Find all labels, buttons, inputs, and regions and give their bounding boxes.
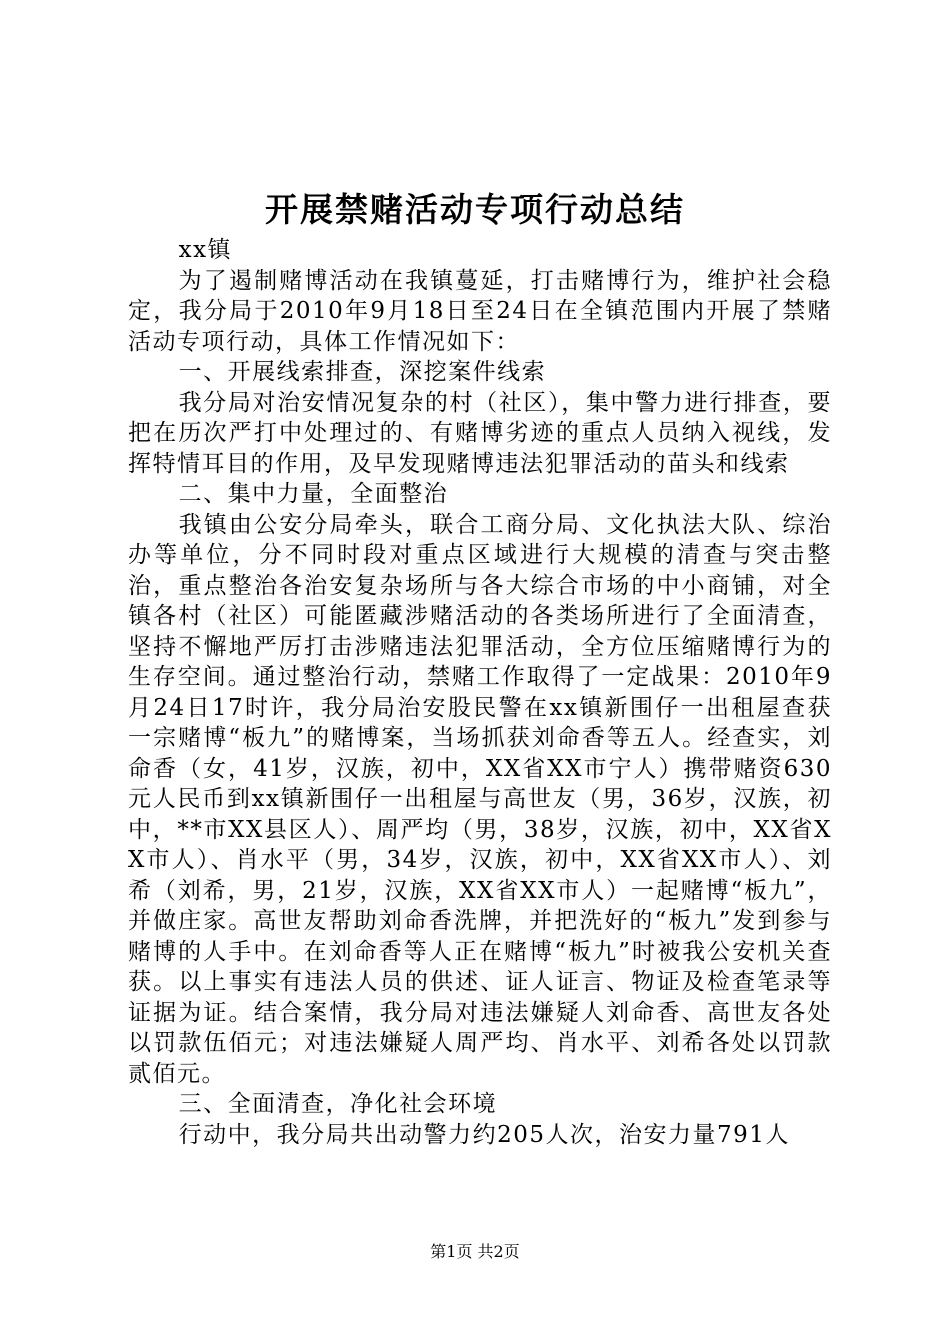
section-3-paragraph: 行动中，我分局共出动警力约205人次，治安力量791人 bbox=[178, 1121, 790, 1148]
intro-paragraph: 为了遏制赌博活动在我镇蔓延，打击赌博行为，维护社会稳定，我分局于2010年9月18日至24日在全镇范围内开展了禁赌活动专项行动，具体工作情况如下： bbox=[128, 267, 832, 355]
section-heading-2: 二、集中力量，全面整治 bbox=[178, 481, 449, 507]
recipient-line: xx镇 bbox=[178, 237, 233, 263]
document-body bbox=[128, 235, 832, 1150]
section-1-paragraph: 我分局对治安情况复杂的村（社区），集中警力进行排查，要把在历次严打中处理过的、有赌博劣迹的重点人员纳入视线，发挥特情耳目的作用，及早发现赌博违法犯罪活动的苗头和线索 bbox=[128, 389, 832, 477]
document-title: 开展禁赌活动专项行动总结 bbox=[265, 190, 685, 229]
page-footer: 第1页 共2页 bbox=[430, 1242, 520, 1261]
section-heading-1: 一、开展线索排查，深挖案件线索 bbox=[178, 359, 547, 385]
section-2-paragraph: 我镇由公安分局牵头，联合工商分局、文化执法大队、综治办等单位，分不同时段对重点区域进行大规模的清查与突击整治，重点整治各治安复杂场所与各大综合市场的中小商铺，对全镇各村（社区）可能匿藏涉赌活动的各类场所进行了全面清查，坚持不懈地严厉打击涉赌违法犯罪活动，全方位压缩赌博行为的生存空间。通过整治行动，禁赌工作取得了一定战果：2010年9月24日17时许，我分局治安股民警在xx镇新围仔一出租屋查获一宗赌博“板九”的赌博案，当场抓获刘命香等五人。经查实，刘命香（女，41岁，汉族，初中，XX省XX市宁人）携带赌资630元人民币到xx镇新围仔一出租屋与高世友（男，36岁，汉族，初中，**市XX县区人）、周严均（男，38岁，汉族，初中，XX省XX市人）、肖水平（男，34岁，汉族，初中，XX省XX市人）、刘希（刘希，男，21岁，汉族，XX省XX市人）一起赌博“板九”，并做庄家。高世友帮助刘命香洗牌，并把洗好的“板九”发到参与赌博的人手中。在刘命香等人正在赌博“板九”时被我公安机关查获。以上事实有违法人员的供述、证人证言、物证及检查笔录等证据为证。结合案情，我分局对违法嫌疑人刘命香、高世友各处以罚款伍佰元；对违法嫌疑人周严均、肖水平、刘希各处以罚款贰佰元。 bbox=[128, 511, 832, 1087]
section-heading-3: 三、全面清查，净化社会环境 bbox=[178, 1091, 498, 1117]
